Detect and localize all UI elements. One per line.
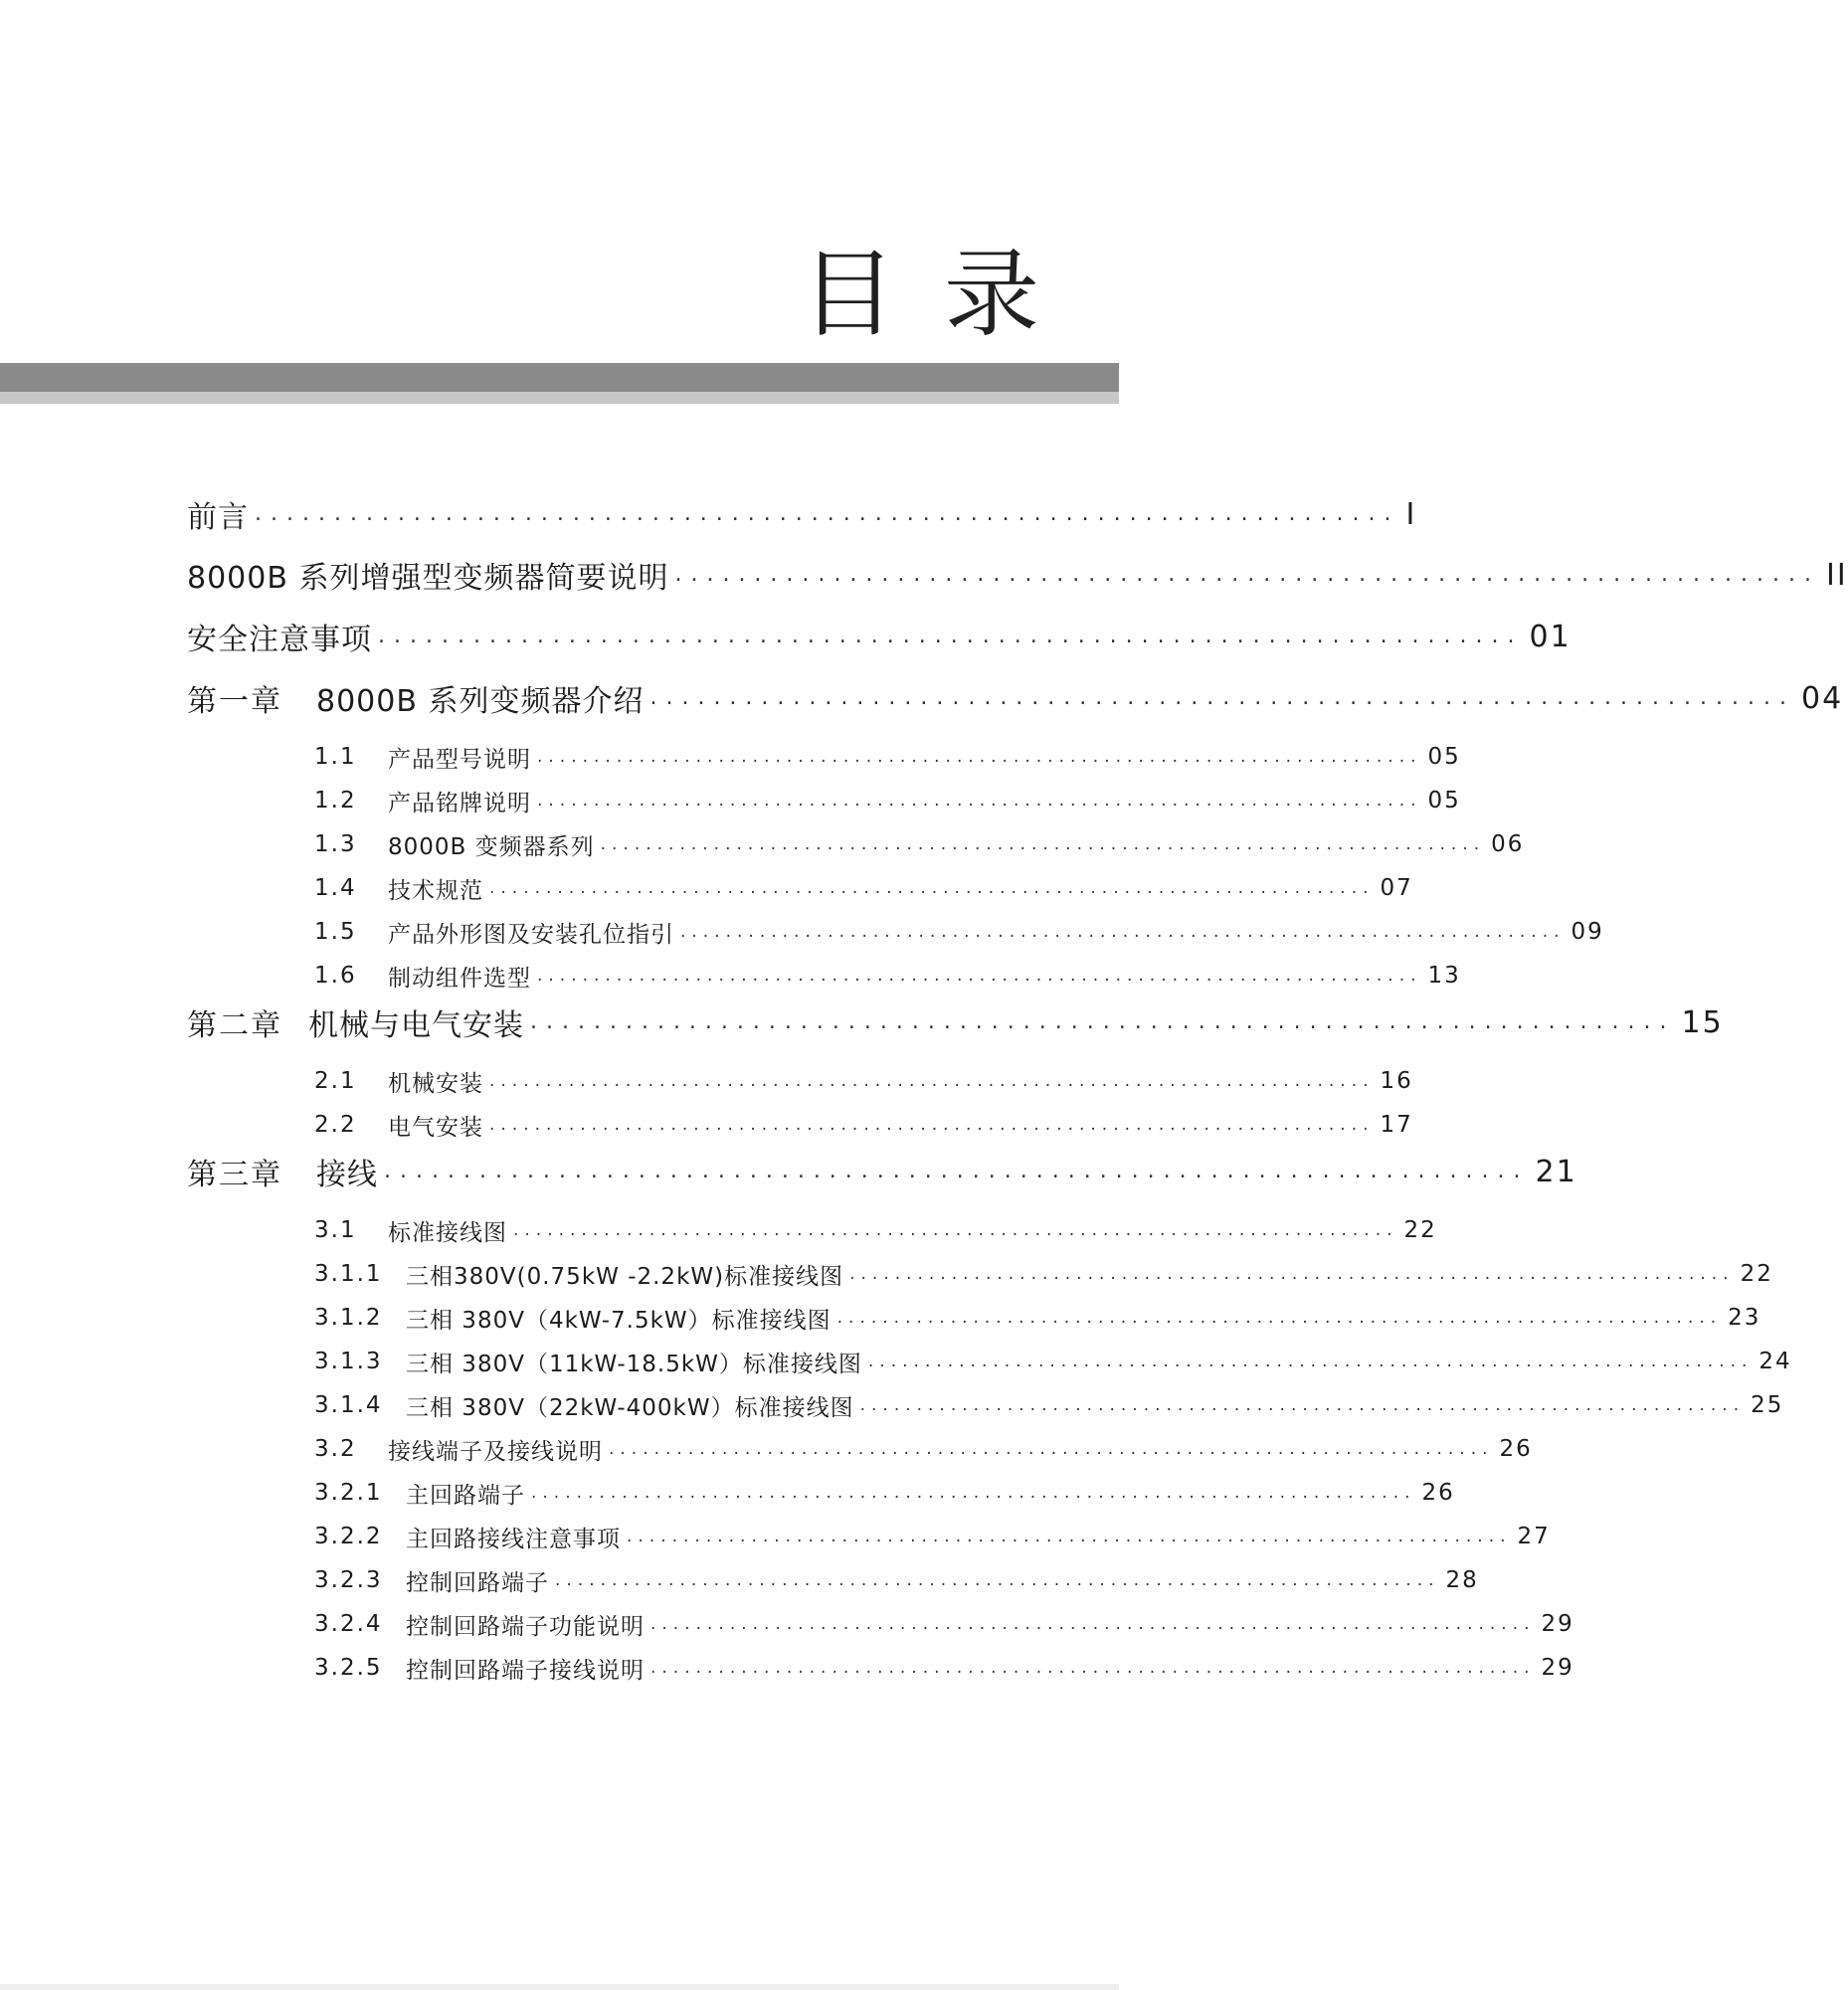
toc-entry-number: 3.1 xyxy=(314,1217,357,1243)
dot-leader: .............................................................................. xyxy=(531,1482,1416,1503)
toc-entry-title: 电气安装 xyxy=(388,1114,483,1141)
toc-entry-title: 主回路接线注意事项 xyxy=(406,1526,621,1552)
toc-entry-3-2-5[interactable] xyxy=(314,1652,1574,1684)
toc-entry-1-1[interactable] xyxy=(314,741,1461,773)
toc-entry-page: II xyxy=(1825,557,1848,593)
toc-entry-number: 2.1 xyxy=(314,1068,357,1094)
dot-leader: .............................................................................. xyxy=(555,1569,1440,1590)
toc-entry-title: 控制回路端子功能说明 xyxy=(406,1613,645,1640)
toc-entry-title: 8000B 系列变频器介绍 xyxy=(316,684,645,719)
toc-entry-chapter-3[interactable] xyxy=(187,1151,1577,1192)
toc-entry-number: 3.2 xyxy=(314,1436,357,1462)
toc-entry-page: 22 xyxy=(1403,1217,1437,1243)
dot-leader: ........................................................................ xyxy=(384,1159,1530,1183)
toc-entry-title: 标准接线图 xyxy=(388,1219,507,1246)
toc-entry-3-1-4[interactable] xyxy=(314,1389,1784,1421)
toc-entry-page: 09 xyxy=(1571,919,1604,945)
toc-entry-3-1[interactable] xyxy=(314,1214,1437,1246)
toc-entry-page: 27 xyxy=(1517,1524,1551,1549)
toc-entry-1-5[interactable] xyxy=(314,916,1604,948)
toc-entry-2-2[interactable] xyxy=(314,1109,1413,1141)
toc-entry-3-1-2[interactable] xyxy=(314,1302,1761,1334)
toc-entry-number: 2.2 xyxy=(314,1112,357,1138)
toc-entry-1-3[interactable] xyxy=(314,828,1525,860)
dot-leader: .............................................................................. xyxy=(650,1657,1536,1678)
toc-entry-page: 13 xyxy=(1427,963,1461,989)
dot-leader: ........................................................................ xyxy=(530,1009,1676,1034)
dot-leader: .............................................................................. xyxy=(600,833,1486,854)
toc-entry-page: 05 xyxy=(1427,788,1461,814)
dot-leader: .............................................................................. xyxy=(537,965,1422,986)
toc-entry-page: 17 xyxy=(1380,1112,1413,1138)
toc-entry-page: 29 xyxy=(1541,1655,1574,1681)
toc-entry-title: 产品外形图及安装孔位指引 xyxy=(388,921,674,948)
toc-entry-page: 15 xyxy=(1681,1004,1724,1040)
toc-entry-title: 安全注意事项 xyxy=(187,623,372,657)
toc-entry-page: 06 xyxy=(1491,831,1525,857)
toc-entry-page: 26 xyxy=(1421,1480,1455,1506)
toc-entry-overview[interactable] xyxy=(187,554,1848,596)
toc-entry-title: 接线 xyxy=(316,1158,378,1192)
toc-entry-page: 29 xyxy=(1541,1611,1574,1637)
toc-entry-title: 机械与电气安装 xyxy=(308,1008,524,1043)
toc-entry-number: 1.6 xyxy=(314,963,357,989)
toc-entry-title: 产品铭牌说明 xyxy=(388,790,531,816)
toc-entry-3-2[interactable] xyxy=(314,1433,1533,1465)
dot-leader: .............................................................................. xyxy=(627,1526,1512,1546)
dot-leader: .............................................................................. xyxy=(537,746,1422,767)
toc-entry-page: 24 xyxy=(1758,1349,1792,1374)
dot-leader: .............................................................................. xyxy=(489,1114,1375,1135)
page-title: 目录 xyxy=(801,239,1087,350)
toc-entry-title: 产品型号说明 xyxy=(388,746,531,773)
toc-entry-2-1[interactable] xyxy=(314,1065,1413,1097)
toc-entry-number: 1.3 xyxy=(314,831,357,857)
toc-entry-1-4[interactable] xyxy=(314,872,1413,904)
toc-entry-3-2-4[interactable] xyxy=(314,1608,1574,1640)
toc-entry-title: 三相 380V（4kW-7.5kW）标准接线图 xyxy=(406,1307,832,1334)
dot-leader: .............................................................................. xyxy=(849,1263,1735,1284)
toc-entry-page: 05 xyxy=(1427,744,1461,770)
toc-entry-title: 机械安装 xyxy=(388,1070,483,1097)
toc-entry-title: 控制回路端子 xyxy=(406,1569,549,1596)
dot-leader: ........................................................................ xyxy=(255,501,1400,526)
toc-entry-page: 04 xyxy=(1800,680,1844,716)
toc-entry-page: 23 xyxy=(1728,1305,1761,1331)
toc-entry-number: 第二章 xyxy=(187,1008,282,1043)
toc-entry-number: 第三章 xyxy=(187,1158,282,1192)
toc-entry-number: 3.2.1 xyxy=(314,1480,383,1506)
toc-entry-1-2[interactable] xyxy=(314,785,1461,816)
toc-entry-title: 8000B 系列增强型变频器简要说明 xyxy=(187,561,669,596)
toc-entry-number: 3.2.5 xyxy=(314,1655,383,1681)
toc-entry-number: 3.2.4 xyxy=(314,1611,383,1637)
dot-leader: .............................................................................. xyxy=(836,1307,1723,1328)
toc-entry-chapter-1[interactable] xyxy=(187,677,1844,719)
toc-entry-number: 3.1.4 xyxy=(314,1392,383,1418)
toc-entry-title: 三相 380V（11kW-18.5kW）标准接线图 xyxy=(406,1351,862,1377)
dot-leader: .............................................................................. xyxy=(859,1394,1746,1415)
toc-entry-title: 8000B 变频器系列 xyxy=(388,833,595,860)
toc-entry-page: 25 xyxy=(1751,1392,1784,1418)
toc-entry-3-2-2[interactable] xyxy=(314,1521,1551,1552)
toc-entry-title: 接线端子及接线说明 xyxy=(388,1438,603,1465)
toc-entry-number: 3.1.1 xyxy=(314,1261,383,1287)
toc-entry-safety[interactable] xyxy=(187,616,1571,657)
dot-leader: ........................................................................ xyxy=(378,624,1524,648)
dot-leader: ........................................................................ xyxy=(649,685,1795,710)
toc-entry-page: 21 xyxy=(1535,1154,1577,1189)
toc-entry-number: 第一章 xyxy=(187,684,282,719)
toc-entry-title: 主回路端子 xyxy=(406,1482,525,1509)
toc-entry-title: 控制回路端子接线说明 xyxy=(406,1657,645,1684)
toc-entry-preface[interactable] xyxy=(187,493,1417,535)
toc-entry-number: 1.1 xyxy=(314,744,357,770)
toc-entry-3-1-3[interactable] xyxy=(314,1346,1792,1377)
toc-entry-number: 1.5 xyxy=(314,919,357,945)
dot-leader: .............................................................................. xyxy=(867,1351,1754,1371)
toc-entry-page: 26 xyxy=(1499,1436,1533,1462)
dot-leader: .............................................................................. xyxy=(489,877,1375,898)
toc-entry-number: 3.1.2 xyxy=(314,1305,383,1331)
toc-entry-title: 前言 xyxy=(187,500,249,535)
toc-entry-3-2-1[interactable] xyxy=(314,1477,1455,1509)
dot-leader: ........................................................................ xyxy=(674,562,1820,587)
toc-entry-number: 1.2 xyxy=(314,788,357,814)
footer-band xyxy=(0,1984,1119,1990)
toc-entry-title: 三相 380V（22kW-400kW）标准接线图 xyxy=(406,1394,854,1421)
toc-entry-page: 22 xyxy=(1740,1261,1773,1287)
toc-entry-page: 16 xyxy=(1380,1068,1413,1094)
dot-leader: .............................................................................. xyxy=(680,921,1566,942)
dot-leader: .............................................................................. xyxy=(489,1070,1375,1091)
toc-entry-number: 1.4 xyxy=(314,875,357,901)
toc-entry-page: 07 xyxy=(1380,875,1413,901)
toc-entry-3-2-3[interactable] xyxy=(314,1564,1479,1596)
dot-leader: .............................................................................. xyxy=(513,1219,1398,1240)
toc-entry-number: 3.2.2 xyxy=(314,1524,383,1549)
toc-entry-number: 3.1.3 xyxy=(314,1349,383,1374)
toc-entry-chapter-2[interactable] xyxy=(187,1001,1724,1043)
toc-entry-page: 01 xyxy=(1529,619,1571,654)
dot-leader: .............................................................................. xyxy=(650,1613,1536,1634)
toc-entry-title: 制动组件选型 xyxy=(388,965,531,992)
toc-entry-page: I xyxy=(1405,496,1417,532)
toc-entry-number: 3.2.3 xyxy=(314,1567,383,1593)
toc-entry-1-6[interactable] xyxy=(314,960,1461,992)
toc-entry-3-1-1[interactable] xyxy=(314,1258,1773,1290)
toc-entry-title: 三相380V(0.75kW -2.2kW)标准接线图 xyxy=(406,1263,844,1290)
toc-entry-title: 技术规范 xyxy=(388,877,483,904)
toc-entry-page: 28 xyxy=(1445,1567,1479,1593)
dot-leader: .............................................................................. xyxy=(537,790,1422,811)
dot-leader: .............................................................................. xyxy=(609,1438,1494,1459)
